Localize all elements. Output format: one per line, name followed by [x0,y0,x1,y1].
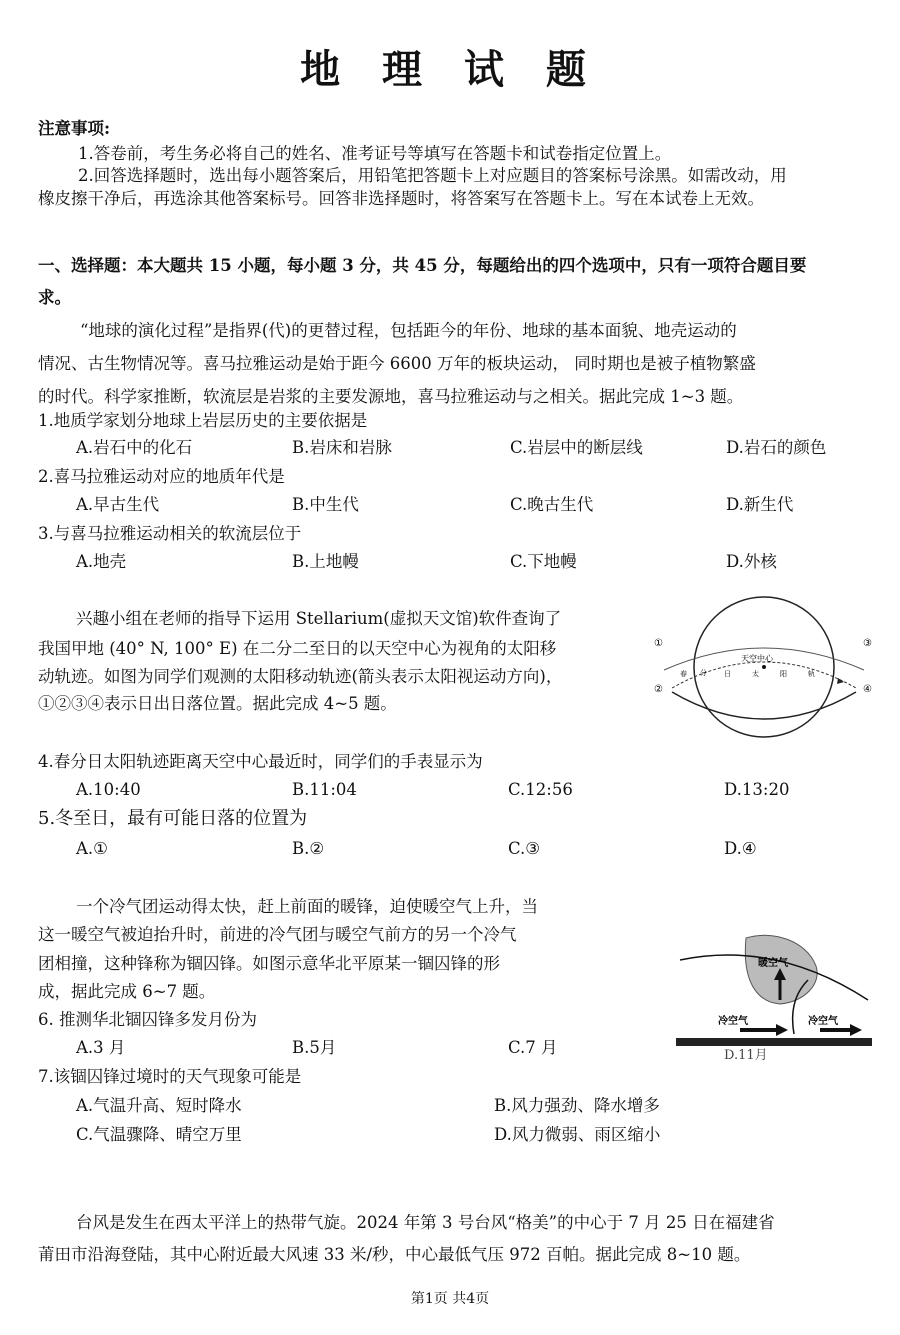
q7-option-d[interactable]: D.风力微弱、雨区缩小 [494,1125,661,1144]
q1-stem: 1.地质学家划分地球上岩层历史的主要依据是 [38,411,368,430]
path-char-1: 春 [680,670,687,678]
q4-stem: 4.春分日太阳轨迹距离天空中心最近时，同学们的手表显示为 [38,752,483,771]
q7-option-c[interactable]: C.气温骤降、晴空万里 [76,1125,242,1144]
q3-option-a[interactable]: A.地壳 [76,552,127,571]
cold-air-label-right: 冷空气 [808,1016,838,1027]
path-char-6: 轨 [808,670,815,678]
q1-option-d[interactable]: D.岩石的颜色 [726,438,827,457]
sky-center-label: 天空中心 [741,654,773,663]
marker-3: ③ [863,638,872,649]
notice-heading: 注意事项: [38,119,111,138]
page-footer: 第1页 共4页 [410,1291,490,1307]
ground-strip [676,1038,872,1046]
passage2-line1: 兴趣小组在老师的指导下运用 Stellarium(虚拟天文馆)软件查询了 [76,609,562,628]
q6-option-d[interactable]: D.11月 [724,1048,768,1063]
path-char-5: 阳 [780,670,787,678]
passage3-line2: 这一暖空气被迫抬升时，前进的冷气团与暖空气前方的另一个冷气 [38,925,517,944]
marker-2: ② [654,684,663,695]
q1-option-c[interactable]: C.岩层中的断层线 [510,438,643,457]
path-char-3: 日 [724,670,731,678]
cold-air-label-left: 冷空气 [718,1016,748,1027]
q3-option-b[interactable]: B.上地幔 [292,552,359,571]
direction-arrow [837,678,844,684]
q1-option-a[interactable]: A.岩石中的化石 [76,438,193,457]
sun-path-figure [652,596,877,738]
q5-option-a[interactable]: A.① [76,839,108,858]
q7-stem: 7.该锢囚锋过境时的天气现象可能是 [38,1067,302,1086]
passage4-line2: 莆田市沿海登陆，其中心附近最大风速 33 米/秒，中心最低气压 972 百帕。据此完成 8~10 题。 [38,1245,751,1264]
q4-option-d[interactable]: D.13:20 [724,780,790,799]
q6-option-a[interactable]: A.3 月 [76,1038,126,1057]
passage2-line2: 我国甲地 (40° N, 100° E) 在二分二至日的以天空中心为视角的太阳移 [38,639,557,658]
cold-arrow-left-head [776,1024,788,1036]
section1-heading: 一、选择题：本大题共 15 小题，每小题 3 分，共 45 分，每题给出的四个选项中，只有一项符合题目要 [38,256,807,275]
q5-option-b[interactable]: B.② [292,839,325,858]
q4-option-c[interactable]: C.12:56 [508,780,573,799]
q3-option-c[interactable]: C.下地幔 [510,552,577,571]
q6-option-c[interactable]: C.7 月 [508,1038,558,1057]
page-title: 地 理 试 题 [300,46,600,93]
q5-stem: 5.冬至日，最有可能日落的位置为 [38,808,308,829]
cold-arrow-right-head [850,1024,862,1036]
marker-4: ④ [863,684,872,695]
q2-option-c[interactable]: C.晚古生代 [510,495,594,514]
q1-option-b[interactable]: B.岩床和岩脉 [292,438,392,457]
q4-option-b[interactable]: B.11:04 [292,780,357,799]
marker-1: ① [654,638,663,649]
notice-item-1: 1.答卷前，考生务必将自己的姓名、准考证号等填写在答题卡和试卷指定位置上。 [78,144,672,163]
passage1-line2: 情况、古生物情况等。喜马拉雅运动是始于距今 6600 万年的板块运动， 同时期也是被子植物繁盛 [38,354,756,373]
passage3-line3: 团相撞，这种锋称为锢囚锋。如图示意华北平原某一锢囚锋的形 [38,954,500,973]
sky-center-dot [762,665,766,669]
q2-option-a[interactable]: A.早古生代 [76,495,160,514]
passage3-line4: 成，据此完成 6~7 题。 [38,982,216,1001]
notice-item-2b: 橡皮擦干净后，再选涂其他答案标号。回答非选择题时，将答案写在答题卡上。写在本试卷上无效。 [38,189,764,208]
q6-option-b[interactable]: B.5月 [292,1038,337,1057]
q5-option-c[interactable]: C.③ [508,839,541,858]
q3-stem: 3.与喜马拉雅运动相关的软流层位于 [38,524,302,543]
passage1-line3: 的时代。科学家推断，软流层是岩浆的主要发源地，喜马拉雅运动与之相关。据此完成 1~3 题。 [38,387,744,406]
occluded-front-figure [676,930,872,1048]
passage2-line3: 动轨迹。如图为同学们观测的太阳移动轨迹(箭头表示太阳视运动方向)， [38,667,563,686]
passage2-line4: ①②③④表示日出日落位置。据此完成 4~5 题。 [38,694,397,713]
path-char-4: 太 [752,670,759,678]
q6-stem: 6. 推测华北锢囚锋多发月份为 [38,1010,257,1029]
q7-option-a[interactable]: A.气温升高、短时降水 [76,1096,242,1115]
q7-option-b[interactable]: B.风力强劲、降水增多 [494,1096,660,1115]
q2-option-b[interactable]: B.中生代 [292,495,359,514]
q4-option-a[interactable]: A.10:40 [76,780,141,799]
warm-air-label: 暖空气 [758,958,788,969]
q2-option-d[interactable]: D.新生代 [726,495,794,514]
passage3-line1: 一个冷气团运动得太快，赶上前面的暖锋，迫使暖空气上升，当 [76,897,538,916]
notice-item-2a: 2.回答选择题时，选出每小题答案后，用铅笔把答题卡上对应题目的答案标号涂黑。如需改动，用 [78,166,787,185]
q3-option-d[interactable]: D.外核 [726,552,777,571]
section1-heading-cont: 求。 [38,288,71,307]
passage1-line1: “地球的演化过程”是指界(代)的更替过程，包括距今的年份、地球的基本面貌、地壳运动的 [80,321,737,340]
q5-option-d[interactable]: D.④ [724,839,757,858]
q2-stem: 2.喜马拉雅运动对应的地质年代是 [38,467,285,486]
path-char-2: 分 [700,669,707,677]
passage4-line1: 台风是发生在西太平洋上的热带气旋。2024 年第 3 号台风“格美”的中心于 7 月 25 日在福建省 [76,1213,775,1232]
